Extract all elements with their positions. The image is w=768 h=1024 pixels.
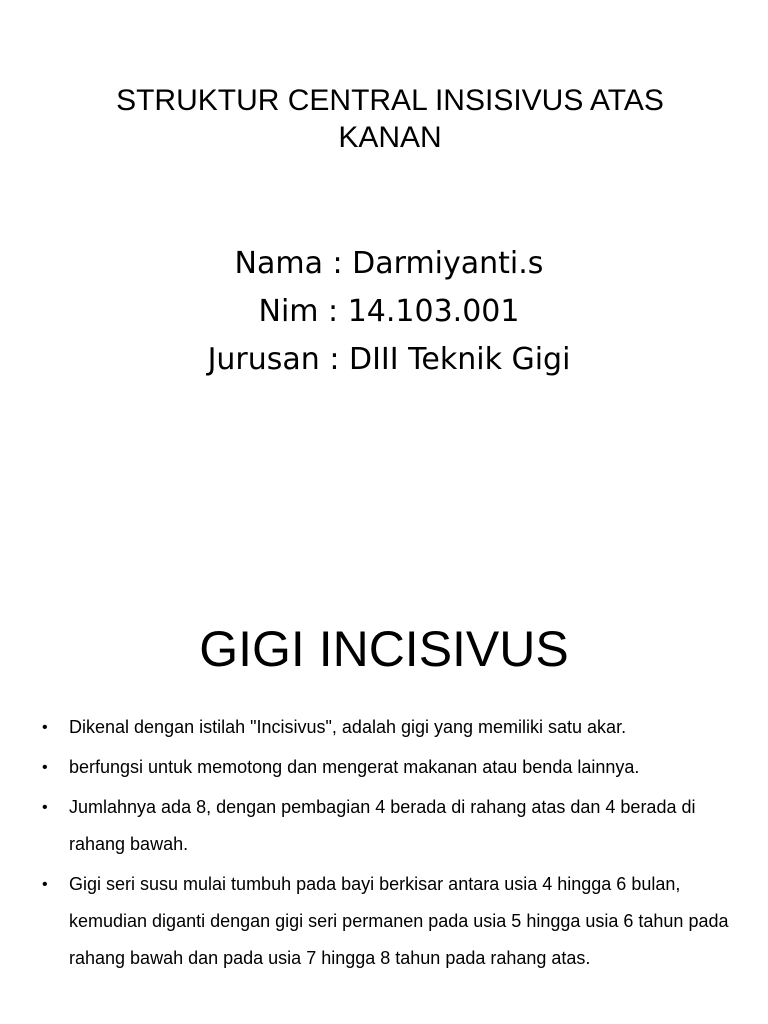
list-item: [40, 789, 740, 863]
student-major: Jurusan : DIII Teknik Gigi: [207, 342, 571, 377]
list-item: [40, 709, 740, 746]
slide-title-line-1: STRUKTUR CENTRAL INSISIVUS ATAS: [116, 84, 664, 117]
bullet-icon: •: [42, 719, 48, 736]
student-name: Nama : Darmiyanti.s: [234, 246, 544, 281]
bullet-text: Jumlahnya ada 8, dengan pembagian 4 berada di rahang atas dan 4 berada di rahang bawah.: [69, 797, 696, 854]
list-item: [40, 749, 740, 786]
content-slide-title: GIGI INCISIVUS: [199, 621, 569, 677]
bullet-text: berfungsi untuk memotong dan mengerat makanan atau benda lainnya.: [69, 757, 640, 777]
list-item: [40, 866, 740, 977]
slide-title-line-2: KANAN: [338, 121, 442, 154]
student-info: [100, 240, 678, 384]
bullet-icon: •: [42, 759, 48, 776]
bullet-text: Dikenal dengan istilah "Incisivus", adalah gigi yang memiliki satu akar.: [69, 717, 627, 737]
student-nim: Nim : 14.103.001: [258, 294, 520, 329]
slide-title: [40, 82, 740, 156]
bullet-list: [40, 709, 740, 980]
bullet-text: Gigi seri susu mulai tumbuh pada bayi berkisar antara usia 4 hingga 6 bulan, kemudian diganti dengan gigi seri permanen pada usia 5 hingga usia 6 tahun pada rahang bawah dan pada usia 7 hingga 8 tahun pada rahang atas.: [69, 874, 729, 968]
bullet-icon: •: [42, 799, 48, 816]
bullet-icon: •: [42, 876, 48, 893]
